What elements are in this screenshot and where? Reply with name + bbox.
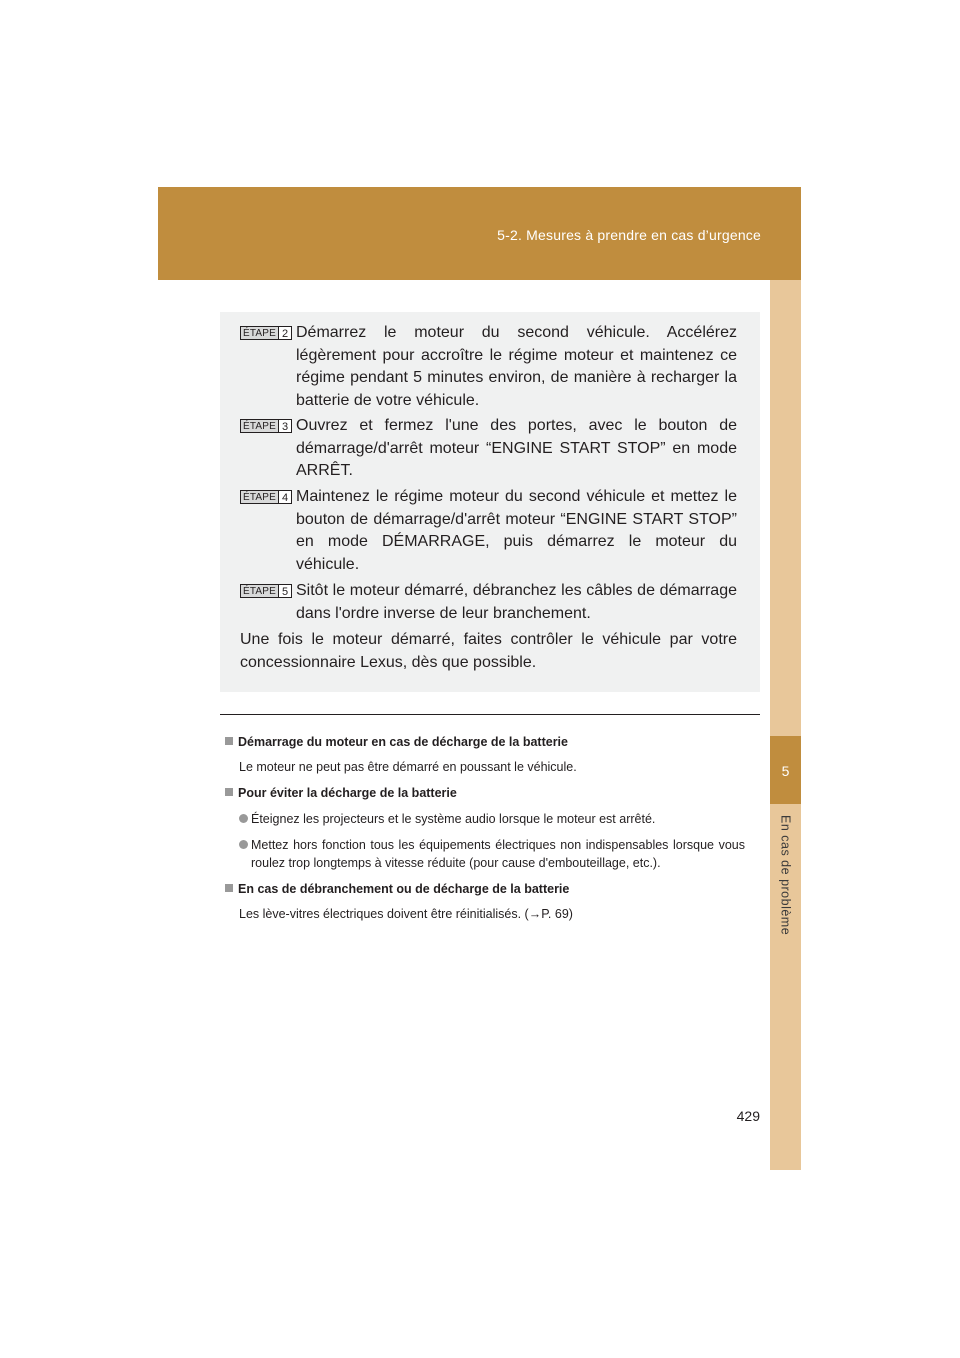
circle-bullet-icon: [239, 840, 248, 849]
step-text: Ouvrez et fermez l'une des portes, avec le bouton de démarrage/d'arrêt moteur “ENGINE START STOP” en mode ARRÊT.: [296, 417, 737, 479]
steps-box: [220, 312, 760, 692]
step-badge-label: ÉTAPE: [240, 419, 278, 433]
page-number: 429: [736, 1108, 760, 1124]
note-text: Le moteur ne peut pas être démarré en poussant le véhicule.: [239, 760, 577, 774]
square-bullet-icon: [225, 884, 233, 892]
bullet-item: [239, 810, 745, 828]
header-band: [158, 187, 801, 280]
note-heading-text: Démarrage du moteur en cas de décharge de la batterie: [238, 735, 568, 749]
step-text: Démarrez le moteur du second véhicule. Accélérez légèrement pour accroître le régime moteur et maintenez ce régime pendant 5 minutes environ, de manière à recharger la batterie de votre véhicule.: [296, 324, 737, 409]
step-badge: [240, 490, 292, 504]
side-strip: [770, 280, 801, 1170]
step-badge-number: 3: [278, 419, 292, 433]
step-badge: [240, 584, 292, 598]
note-heading: [225, 733, 745, 751]
chapter-number: 5: [781, 763, 790, 779]
step-2: [240, 322, 737, 412]
step-5: [240, 580, 737, 625]
square-bullet-icon: [225, 737, 233, 745]
section-divider: [220, 714, 760, 715]
step-4: [240, 486, 737, 576]
step-badge-label: ÉTAPE: [240, 326, 278, 340]
section-title: 5-2. Mesures à prendre en cas d’urgence: [497, 227, 761, 243]
bullet-item: [239, 836, 745, 872]
bullet-text: Éteignez les projecteurs et le système audio lorsque le moteur est arrêté.: [251, 812, 656, 826]
circle-bullet-icon: [239, 814, 248, 823]
step-text: Maintenez le régime moteur du second véhicule et mettez le bouton de démarrage/d'arrêt moteur “ENGINE START STOP” en mode DÉMARRAGE, puis démarrez le moteur du véhicule.: [296, 488, 737, 573]
step-3: [240, 415, 737, 483]
square-bullet-icon: [225, 788, 233, 796]
step-text: Sitôt le moteur démarré, débranchez les câbles de démarrage dans l'ordre inverse de leur branchement.: [296, 582, 737, 622]
notes-section: [225, 733, 745, 923]
chapter-label: [770, 815, 801, 945]
note-heading-text: En cas de débranchement ou de décharge de la batterie: [238, 882, 570, 896]
step-badge: [240, 419, 292, 433]
note-heading: [225, 784, 745, 802]
step-badge-number: 4: [278, 490, 292, 504]
step-badge-label: ÉTAPE: [240, 490, 278, 504]
step-badge-label: ÉTAPE: [240, 584, 278, 598]
note-heading: [225, 880, 745, 898]
note-heading-text: Pour éviter la décharge de la batterie: [238, 786, 457, 800]
chapter-label-text: En cas de problème: [778, 815, 793, 936]
chapter-tab: [770, 736, 801, 804]
step-badge-number: 5: [278, 584, 292, 598]
closing-paragraph: Une fois le moteur démarré, faites contrôler le véhicule par votre concessionnaire Lexus, dès que possible.: [240, 631, 737, 671]
note-text: Les lève-vitres électriques doivent être réinitialisés. (→P. 69): [239, 907, 573, 921]
step-badge: [240, 326, 292, 340]
bullet-text: Mettez hors fonction tous les équipements électriques non indispensables lorsque vous roulez trop longtemps à vitesse réduite (pour cause d'embouteillage, etc.).: [251, 838, 745, 870]
step-badge-number: 2: [278, 326, 292, 340]
